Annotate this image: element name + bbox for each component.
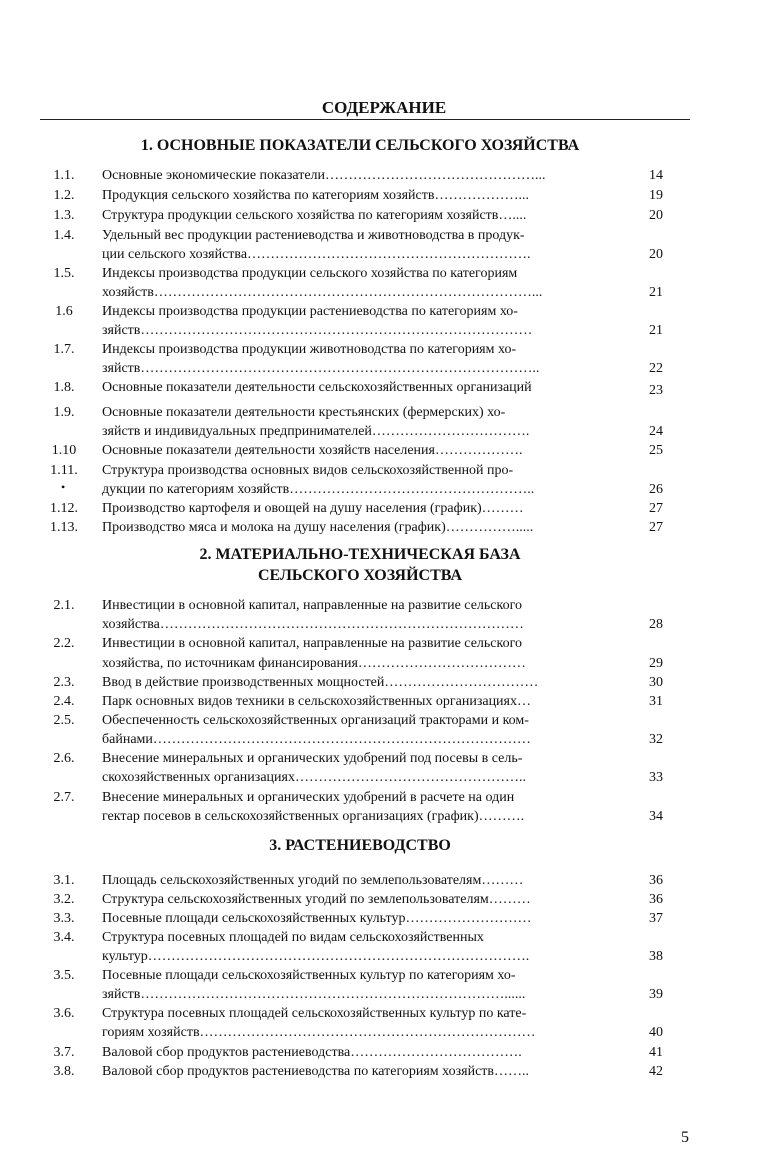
entry-title-line: зяйств……………………………………………………………………...... — [102, 987, 526, 1002]
entry-page-number: 41 — [649, 1045, 663, 1060]
toc-entry[interactable] — [0, 909, 768, 928]
toc-entry[interactable] — [0, 499, 768, 518]
entry-title-line: байнами……………………………………………………………………… — [102, 732, 531, 747]
entry-number: 1.10 — [51, 443, 77, 458]
entry-title — [102, 186, 616, 205]
entry-page-number: 32 — [649, 732, 663, 747]
entry-title-line: Основные показатели деятельности крестьянских (фермерских) хо- — [102, 405, 506, 420]
entry-number: 3.6. — [53, 1006, 75, 1021]
entry-title — [102, 1062, 616, 1081]
entry-title-line: зяйств………………………………………………………………………….. — [102, 361, 540, 376]
entry-page-number: 24 — [649, 424, 663, 439]
toc-entry[interactable] — [0, 749, 768, 787]
entry-number: 3.3. — [53, 911, 75, 926]
entry-number: 3.2. — [53, 892, 75, 907]
entry-page-number: 21 — [649, 285, 663, 300]
entry-page-number: 31 — [649, 694, 663, 709]
entry-page-number: 27 — [649, 520, 663, 535]
entry-number: 2.4. — [53, 694, 75, 709]
entry-title-line: Посевные площади сельскохозяйственных культур по категориям хо- — [102, 968, 516, 983]
entry-number: 1.6 — [55, 304, 73, 319]
entry-title-line: Инвестиции в основной капитал, направленные на развитие сельского — [102, 598, 522, 613]
entry-title-line: хозяйства…………………………………………………………………… — [102, 617, 524, 632]
entry-title-line: гориям хозяйств……………………………………………………………… — [102, 1025, 536, 1040]
toc-entry[interactable] — [0, 264, 768, 302]
toc-entry[interactable] — [0, 226, 768, 264]
entry-page-number: 36 — [649, 873, 663, 888]
entry-title — [102, 518, 616, 537]
entry-number: 2.3. — [53, 675, 75, 690]
entry-title-line: Инвестиции в основной капитал, направленные на развитие сельского — [102, 636, 522, 651]
entry-number: 1.7. — [53, 342, 75, 357]
contents-title: СОДЕРЖАНИЕ — [321, 98, 447, 117]
entry-title-line: Индексы производства продукции животноводства по категориям хо- — [102, 342, 517, 357]
entry-page-number: 42 — [649, 1064, 663, 1079]
entry-title-line: Посевные площади сельскохозяйственных культур……………………… — [102, 911, 532, 926]
toc-entry[interactable] — [0, 1062, 768, 1081]
toc-entry[interactable] — [0, 711, 768, 749]
toc-entry[interactable] — [0, 166, 768, 185]
toc-entry[interactable] — [0, 302, 768, 340]
entry-number: 1.9. — [53, 405, 75, 420]
toc-entry[interactable] — [0, 966, 768, 1004]
entry-number: 1.11. — [50, 463, 78, 478]
entry-title-line: Индексы производства продукции растениеводства по категориям хо- — [102, 304, 518, 319]
entry-number: 2.1. — [53, 598, 75, 613]
entry-title-line: Внесение минеральных и органических удобрений под посевы в сель- — [102, 751, 523, 766]
entry-number: 1.4. — [53, 228, 75, 243]
entry-page-number: 40 — [649, 1025, 663, 1040]
entry-title-line: Структура посевных площадей сельскохозяйственных культур по кате- — [102, 1006, 527, 1021]
toc-entry[interactable] — [0, 378, 768, 397]
entry-title-line: Структура производства основных видов сельскохозяйственной про- — [102, 463, 514, 478]
entry-title — [102, 1004, 616, 1042]
entry-title — [102, 264, 616, 302]
entry-page-number: 14 — [649, 168, 663, 183]
entry-title-line: Основные экономические показатели………………………………………... — [102, 168, 546, 183]
entry-title-line: Структура посевных площадей по видам сельскохозяйственных — [102, 930, 484, 945]
entry-title-line: Производство картофеля и овощей на душу населения (график)……… — [102, 501, 524, 516]
entry-title-line: Валовой сбор продуктов растениеводства………………………………. — [102, 1045, 522, 1060]
toc-entry[interactable] — [0, 1004, 768, 1042]
toc-entry[interactable] — [0, 871, 768, 890]
entry-title — [102, 928, 616, 966]
toc-entry[interactable] — [0, 403, 768, 441]
entry-page-number: 29 — [649, 656, 663, 671]
entry-title-line: дукции по категориям хозяйств…………………………………………….. — [102, 482, 535, 497]
entry-number: 3.7. — [53, 1045, 75, 1060]
entry-title-line: Структура продукции сельского хозяйства по категориям хозяйств….... — [102, 208, 527, 223]
entry-title-line: Валовой сбор продуктов растениеводства по категориям хозяйств…….. — [102, 1064, 530, 1079]
entry-number: 3.8. — [53, 1064, 75, 1079]
entry-number: 1.1. — [53, 168, 75, 183]
entry-page-number: 19 — [649, 188, 663, 203]
entry-page-number: 20 — [649, 247, 663, 262]
entry-title-line: ции сельского хозяйства……………………………………………………. — [102, 247, 531, 262]
entry-number: 3.1. — [53, 873, 75, 888]
entry-title-line: культур………………………………………………………………………. — [102, 949, 530, 964]
entry-page-number: 37 — [649, 911, 663, 926]
entry-title-line: Продукция сельского хозяйства по категориям хозяйств………………... — [102, 188, 529, 203]
entry-title — [102, 692, 616, 711]
toc-entry[interactable] — [0, 461, 768, 499]
toc-entry[interactable] — [0, 596, 768, 634]
entry-title-line: Индексы производства продукции сельского хозяйства по категориям — [102, 266, 518, 281]
title-underline — [40, 119, 690, 120]
toc-entry[interactable] — [0, 1043, 768, 1062]
entry-title-line: Парк основных видов техники в сельскохозяйственных организациях… — [102, 694, 531, 709]
entry-title — [102, 403, 616, 441]
entry-page-number: 28 — [649, 617, 663, 632]
section-title: 1. ОСНОВНЫЕ ПОКАЗАТЕЛИ СЕЛЬСКОГО ХОЗЯЙСТВА — [140, 137, 580, 154]
entry-number: 1.8. — [53, 380, 75, 395]
entry-number: 2.2. — [53, 636, 75, 651]
entry-title — [102, 1043, 616, 1062]
entry-page-number: 27 — [649, 501, 663, 516]
entry-title-line: Внесение минеральных и органических удобрений в расчете на один — [102, 790, 515, 805]
entry-title — [102, 378, 616, 397]
entry-number: 2.6. — [53, 751, 75, 766]
entry-title-line: зяйств………………………………………………………………………… — [102, 323, 533, 338]
entry-title — [102, 673, 616, 692]
entry-title — [102, 788, 616, 826]
entry-title — [102, 499, 616, 518]
entry-page-number: 34 — [649, 809, 663, 824]
entry-title-line: зяйств и индивидуальных предпринимателей……………………………. — [102, 424, 530, 439]
entry-page-number: 22 — [649, 361, 663, 376]
section-title: 3. РАСТЕНИЕВОДСТВО — [269, 837, 451, 854]
entry-number: 1.3. — [53, 208, 75, 223]
entry-title-line: Структура сельскохозяйственных угодий по землепользователям……… — [102, 892, 531, 907]
entry-title — [102, 749, 616, 787]
toc-entry[interactable] — [0, 206, 768, 225]
entry-title-line: Ввод в действие производственных мощностей…………………………… — [102, 675, 539, 690]
entry-number: 3.4. — [53, 930, 75, 945]
entry-title-line: хозяйства, по источникам финансирования……………………………… — [102, 656, 526, 671]
toc-entry[interactable] — [0, 890, 768, 909]
entry-title-line: Производство мяса и молока на душу населения (график)……………..... — [102, 520, 534, 535]
toc-entry[interactable] — [0, 186, 768, 205]
entry-number: 1.13. — [50, 520, 78, 535]
entry-page-number: 38 — [649, 949, 663, 964]
entry-page-number: 39 — [649, 987, 663, 1002]
entry-title-line: Обеспеченность сельскохозяйственных организаций тракторами и ком- — [102, 713, 529, 728]
entry-title — [102, 340, 616, 378]
entry-page-number: 23 — [649, 383, 663, 398]
entry-title-line: Площадь сельскохозяйственных угодий по землепользователям……… — [102, 873, 524, 888]
entry-page-number: 25 — [649, 443, 663, 458]
entry-number: 1.5. — [53, 266, 75, 281]
entry-page-number: 26 — [649, 482, 663, 497]
toc-entry[interactable] — [0, 673, 768, 692]
entry-title-line: хозяйств………………………………………………………………………... — [102, 285, 543, 300]
entry-page-number: 36 — [649, 892, 663, 907]
toc-entry[interactable] — [0, 692, 768, 711]
entry-title — [102, 166, 616, 185]
entry-title — [102, 871, 616, 890]
entry-page-number: 33 — [649, 770, 663, 785]
entry-number: 1.12. — [50, 501, 78, 516]
entry-title — [102, 890, 616, 909]
entry-title — [102, 909, 616, 928]
entry-title — [102, 596, 616, 634]
page-number: 5 — [681, 1129, 689, 1146]
document-page: СОДЕРЖАНИЕ 1. ОСНОВНЫЕ ПОКАЗАТЕЛИ СЕЛЬСКОГО ХОЗЯЙСТВА 1.1. Основные экономические показатели………………………………………... 14 1.2. Продукция сельского хозяйства по категориям хозяйств………………... 19 1.3. Структура продукции сельского хозяйства по категориям хозяйств….... 20 1.4. Удельный вес продукции растениеводства и животноводства в продук- ции сельского хозяйства……………………………………………………. 20 1.5. Индексы производства продукции сельского хозяйства по категориям хозяйств………………………………………………………………………... 21 1.6 Индексы производства продукции растениеводства по категориям хо- зяйств………………………………………………………………………… 21 1.7. Индексы производства продукции животноводства по категориям хо- зяйств………………………………………………………………………….. 22 1.8. Основные показатели деятельности сельскохозяйственных организаций 23 1.9. Основные показатели деятельности крестьянских (фермерских) хо- зяйств и индивидуальных предпринимателей……………………………. 24 1.10 Основные показатели деятельности хозяйств населения………………. 25 1.11. Структура производства основных видов сельскохозяйственной про- дукции по категориям хозяйств…………………………………………….. 26 1.12. Производство картофеля и овощей на душу населения (график)……… 27 1.13. Производство мяса и молока на душу населения (график)……………..... 27 2. МАТЕРИАЛЬНО-ТЕХНИЧЕСКАЯ БАЗА СЕЛЬСКОГО ХОЗЯЙСТВА 2.1. Инвестиции в основной капитал, направленные на развитие сельского хозяйства…………………………………………………………………… 28 2.2. Инвестиции в основной капитал, направленные на развитие сельского хозяйства, по источникам финансирования……………………………… 29 2.3. Ввод в действие производственных мощностей…………………………… 30 2.4. Парк основных видов техники в сельскохозяйственных организациях… 31 2.5. Обеспеченность сельскохозяйственных организаций тракторами и ком- байнами……………………………………………………………………… 32 2.6. Внесение минеральных и органических удобрений под посевы в сель- скохозяйственных организациях………………………………………….. 33 2.7. Внесение минеральных и органических удобрений в расчете на один гектар посевов в сельскохозяйственных организациях (график)………. 34 3. РАСТЕНИЕВОДСТВО 3.1. Площадь сельскохозяйственных угодий по землепользователям……… 36 3.2. Структура сельскохозяйственных угодий по землепользователям……… 36 3.3. Посевные площади сельскохозяйственных культур……………………… 37 3.4. Структура посевных площадей по видам сельскохозяйственных культур………………………………………………………………………. 38 3.5. Посевные площади сельскохозяйственных культур по категориям хо- зяйств……………………………………………………………………...... 39 3.6. Структура посевных площадей сельскохозяйственных культур по кате- гориям хозяйств……………………………………………………………… 40 3.7. Валовой сбор продуктов растениеводства………………………………. 41 3.8. Валовой сбор продуктов растениеводства по категориям хозяйств…….. 42 • 5 — [0, 0, 768, 1169]
toc-entry[interactable] — [0, 788, 768, 826]
entry-title — [102, 206, 616, 225]
entry-title-line: Основные показатели деятельности хозяйств населения………………. — [102, 443, 523, 458]
toc-entry[interactable] — [0, 441, 768, 460]
toc-entry[interactable] — [0, 928, 768, 966]
entry-page-number: 30 — [649, 675, 663, 690]
entry-title-line: гектар посевов в сельскохозяйственных организациях (график)………. — [102, 809, 525, 824]
entry-number: 1.2. — [53, 188, 75, 203]
entry-number: 2.5. — [53, 713, 75, 728]
toc-entry[interactable] — [0, 340, 768, 378]
entry-title — [102, 226, 616, 264]
entry-page-number: 21 — [649, 323, 663, 338]
section-title: СЕЛЬСКОГО ХОЗЯЙСТВА — [257, 567, 462, 584]
entry-number: 2.7. — [53, 790, 75, 805]
toc-entry[interactable] — [0, 634, 768, 673]
entry-title-line: скохозяйственных организациях………………………………………….. — [102, 770, 526, 785]
entry-title-line: Удельный вес продукции растениеводства и животноводства в продук- — [102, 228, 525, 243]
entry-page-number: 20 — [649, 208, 663, 223]
entry-title — [102, 302, 616, 340]
section-title: 2. МАТЕРИАЛЬНО-ТЕХНИЧЕСКАЯ БАЗА — [199, 546, 521, 563]
entry-title — [102, 461, 616, 499]
entry-title — [102, 634, 616, 673]
entry-title — [102, 966, 616, 1004]
entry-title — [102, 441, 616, 460]
entry-title-line: Основные показатели деятельности сельскохозяйственных организаций — [102, 380, 532, 395]
toc-entry[interactable] — [0, 518, 768, 537]
entry-title — [102, 711, 616, 749]
entry-number: 3.5. — [53, 968, 75, 983]
